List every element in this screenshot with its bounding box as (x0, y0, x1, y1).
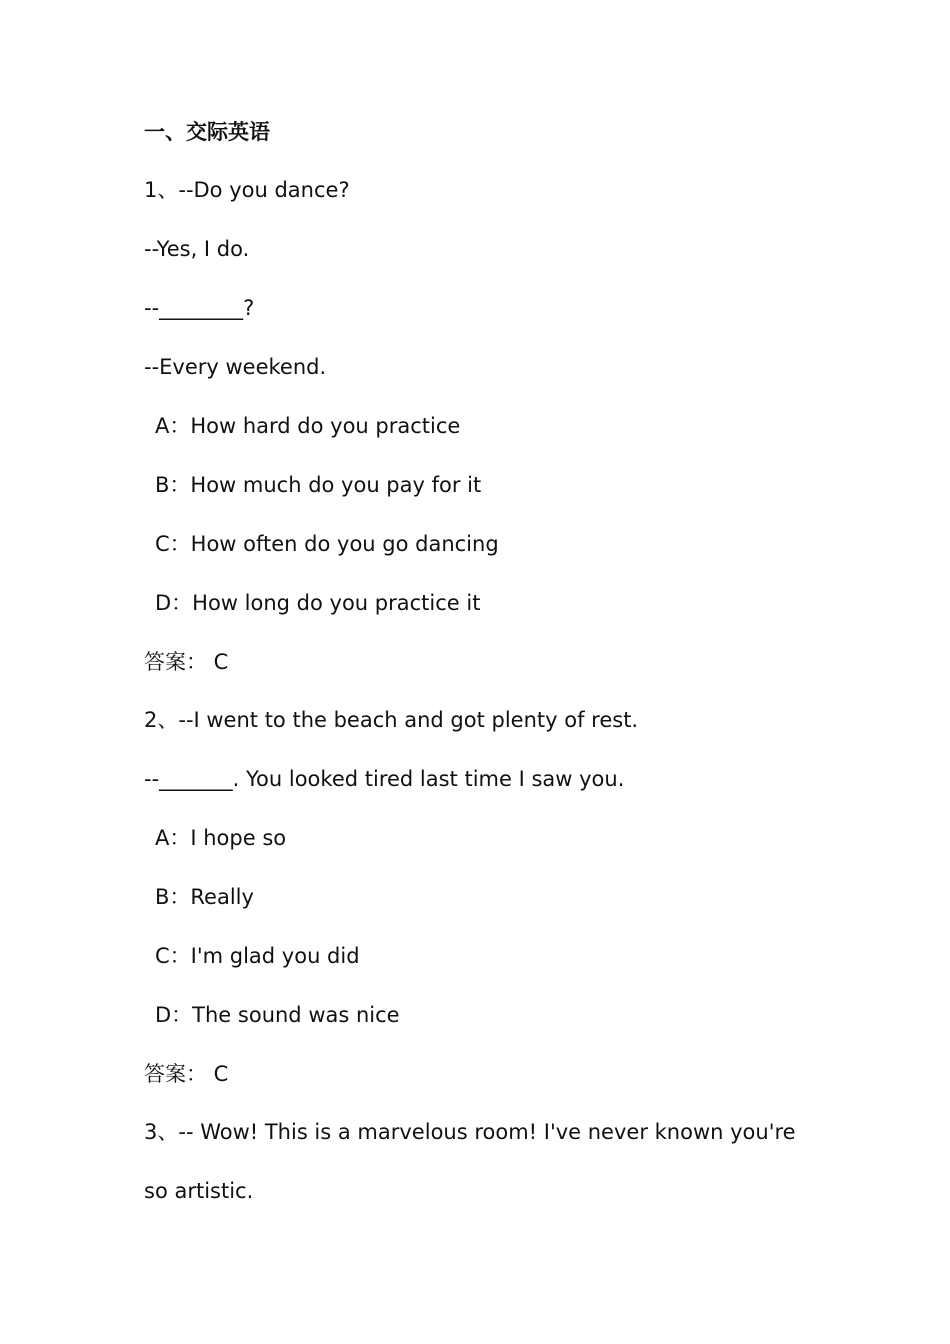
question-1-option-c: C：How often do you go dancing (155, 532, 499, 556)
question-2-option-d: D：The sound was nice (155, 1003, 400, 1027)
question-2-option-a: A：I hope so (155, 826, 287, 850)
question-2-line-2: --_______. You looked tired last time I saw you. (144, 767, 625, 791)
question-1-option-d: D：How long do you practice it (155, 591, 481, 615)
question-2-option-c: C：I'm glad you did (155, 944, 360, 968)
question-1-option-a: A：How hard do you practice (155, 414, 461, 438)
question-1-stem: 1、--Do you dance? (144, 178, 350, 202)
question-1-line-3: --________? (144, 296, 255, 320)
section-title: 一、交际英语 (144, 120, 270, 144)
question-3-stem-line-1: 3、-- Wow! This is a marvelous room! I've never known you're (144, 1120, 796, 1144)
question-2-stem: 2、--I went to the beach and got plenty of rest. (144, 708, 639, 732)
question-1-line-2: --Yes, I do. (144, 237, 250, 261)
question-3-stem-line-2: so artistic. (144, 1179, 254, 1203)
question-1-line-4: --Every weekend. (144, 355, 327, 379)
question-1-answer: 答案： C (144, 650, 229, 674)
question-2-option-b: B：Really (155, 885, 254, 909)
question-1-option-b: B：How much do you pay for it (155, 473, 482, 497)
question-2-answer: 答案： C (144, 1062, 229, 1086)
